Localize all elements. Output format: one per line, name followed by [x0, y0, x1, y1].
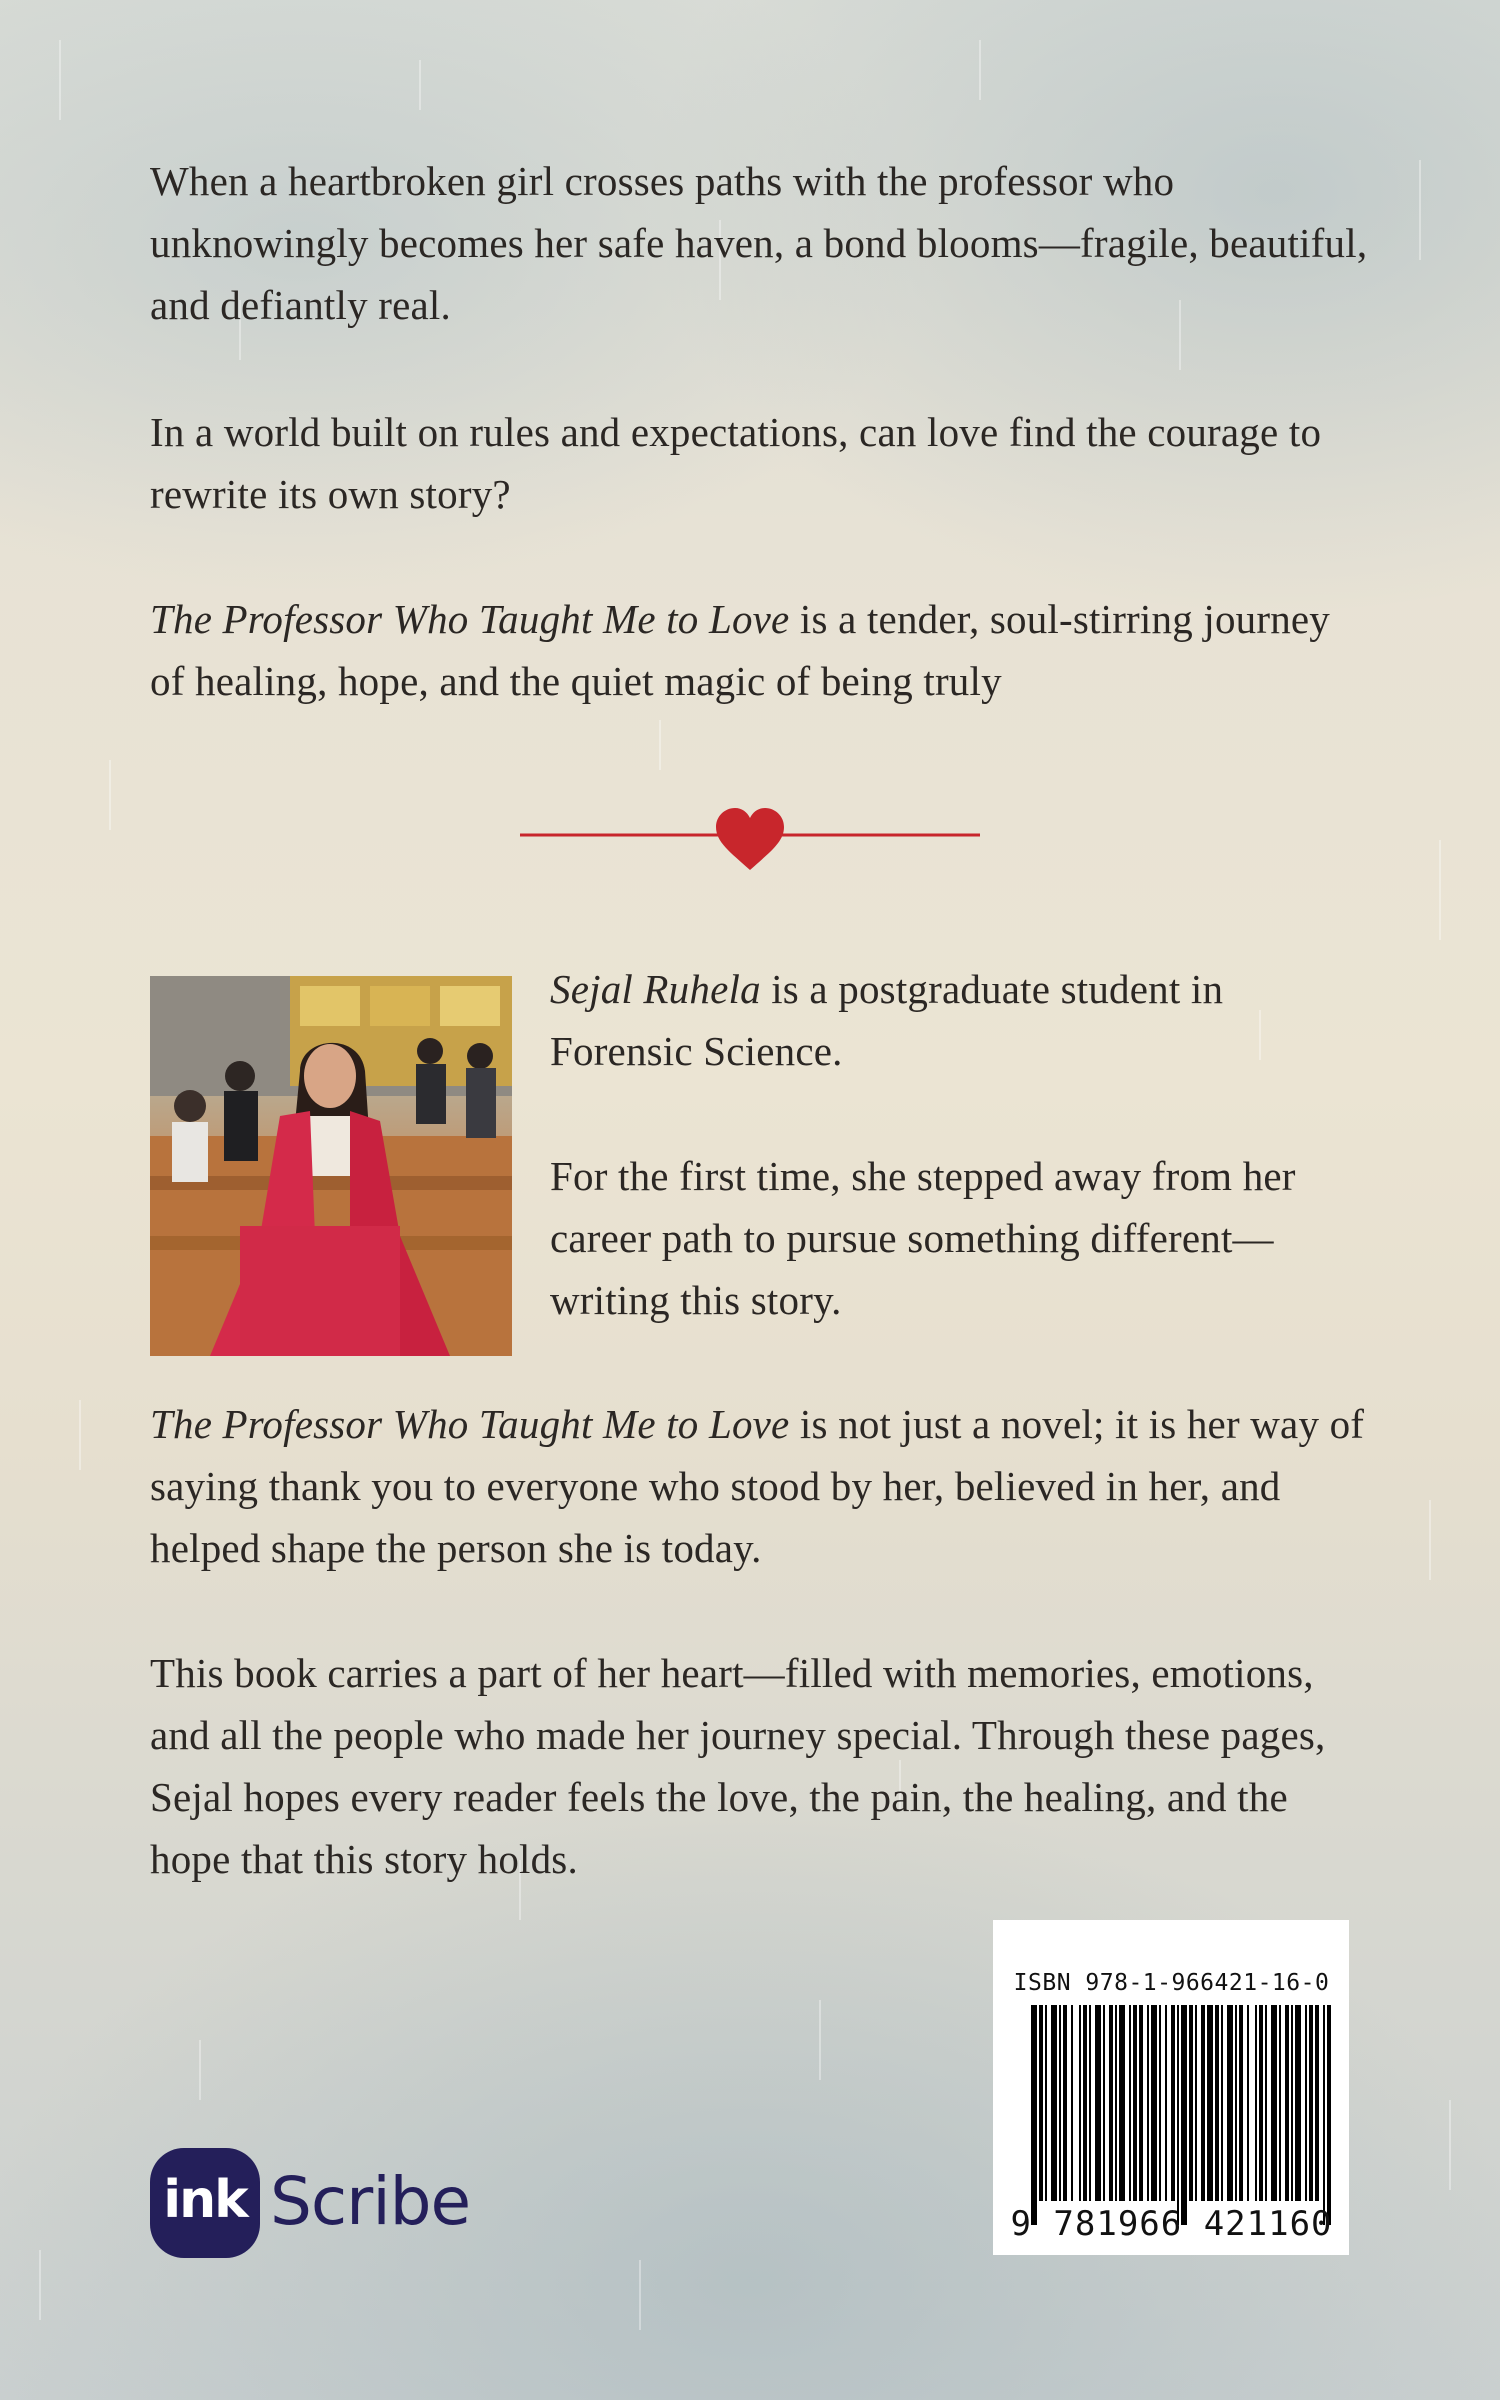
barcode-number: 9 781966 421160 [1010, 2204, 1333, 2244]
barcode-bars [1031, 2005, 1331, 2225]
barcode-bar [1071, 2005, 1073, 2201]
barcode-bar [1119, 2005, 1125, 2201]
barcode-bar [1115, 2005, 1117, 2201]
barcode-bar [1171, 2005, 1175, 2201]
barcode-bar [1059, 2005, 1061, 2201]
barcode-bar [1109, 2005, 1113, 2201]
publisher-logo [150, 2148, 510, 2258]
heart-icon [716, 808, 784, 870]
author-name: Sejal Ruhela [550, 966, 761, 1012]
barcode-bar [1255, 2005, 1257, 2201]
author-paragraph-1-text: is a postgraduate student in Forensic Science. [550, 966, 1224, 1074]
publisher-name: Scribe [270, 2163, 471, 2240]
blurb-paragraph-1: When a heartbroken girl crosses paths with the professor who unknowingly becomes her safe haven, a bond blooms—fragile, beautiful, and defiantly real. [150, 158, 1368, 328]
barcode-bar [1201, 2005, 1205, 2201]
barcode-bar [1221, 2005, 1223, 2201]
author-paragraph-4: This book carries a part of her heart—filled with memories, emotions, and all the people who made her journey special. Through these pages, Sejal hopes every reader feels the love, the pain, the healing, and the hope that this story holds. [150, 1650, 1326, 1882]
barcode-bar [1291, 2005, 1293, 2201]
barcode-bar [1285, 2005, 1289, 2201]
barcode-bar [1039, 2005, 1043, 2201]
barcode-bar [1139, 2005, 1143, 2201]
barcode-bar [1227, 2005, 1233, 2201]
barcode-bar [1095, 2005, 1101, 2201]
blurb-paragraph-3 [150, 588, 1370, 712]
barcode-bar [1181, 2005, 1187, 2225]
barcode-bar [1159, 2005, 1161, 2201]
barcode-bar [1265, 2005, 1267, 2201]
barcode-bar [1207, 2005, 1213, 2201]
barcode-bar [1045, 2005, 1047, 2201]
barcode-bar [1189, 2005, 1193, 2201]
blurb-paragraph-3-text: is a tender, soul-stirring journey of healing, hope, and the quiet magic of being truly [150, 596, 1330, 704]
barcode-bar [1295, 2005, 1301, 2201]
barcode-bar [1279, 2005, 1281, 2201]
barcode-bar [1309, 2005, 1313, 2201]
isbn-label: ISBN 978-1-966421-16-0 [1013, 1970, 1330, 1996]
barcode-bar [1259, 2005, 1263, 2201]
barcode-bar [1239, 2005, 1243, 2201]
barcode-bar [1083, 2005, 1087, 2201]
barcode-bar [1079, 2005, 1081, 2201]
book-title-italic: The Professor Who Taught Me to Love [150, 1401, 790, 1447]
book-title-italic: The Professor Who Taught Me to Love [150, 596, 790, 642]
barcode-bar [1129, 2005, 1131, 2201]
barcode-bar [1315, 2005, 1319, 2201]
barcode-bar [1195, 2005, 1197, 2201]
barcode-bar [1323, 2005, 1325, 2225]
publisher-badge: ink [150, 2148, 260, 2258]
barcode-bar [1103, 2005, 1105, 2201]
barcode-bar [1247, 2005, 1249, 2201]
barcode-bar [1031, 2005, 1037, 2225]
barcode-bar [1235, 2005, 1237, 2201]
barcode-bar [1177, 2005, 1179, 2225]
heart-divider [520, 800, 980, 870]
blurb-paragraph-2: In a world built on rules and expectations, can love find the courage to rewrite its own story? [150, 409, 1322, 517]
barcode-bar [1165, 2005, 1167, 2201]
author-paragraph-3 [150, 1393, 1370, 1579]
barcode-bar [1133, 2005, 1137, 2201]
author-paragraph-1 [550, 958, 1370, 1082]
barcode-bar [1147, 2005, 1149, 2201]
barcode-bar [1151, 2005, 1157, 2201]
barcode-bar [1215, 2005, 1219, 2201]
barcode-bar [1271, 2005, 1277, 2201]
author-paragraph-2: For the first time, she stepped away from her career path to pursue something different—writing this story. [550, 1153, 1296, 1323]
author-paragraph-3-text: is not just a novel; it is her way of saying thank you to everyone who stood by her, believed in her, and helped shape the person she is today. [150, 1401, 1365, 1571]
barcode-bar [1327, 2005, 1331, 2225]
barcode-bar [1305, 2005, 1307, 2201]
barcode-bar [1089, 2005, 1091, 2201]
barcode-bar [1051, 2005, 1057, 2201]
barcode-bar [1063, 2005, 1067, 2201]
author-photo [150, 976, 512, 1356]
isbn-barcode [993, 1920, 1349, 2255]
